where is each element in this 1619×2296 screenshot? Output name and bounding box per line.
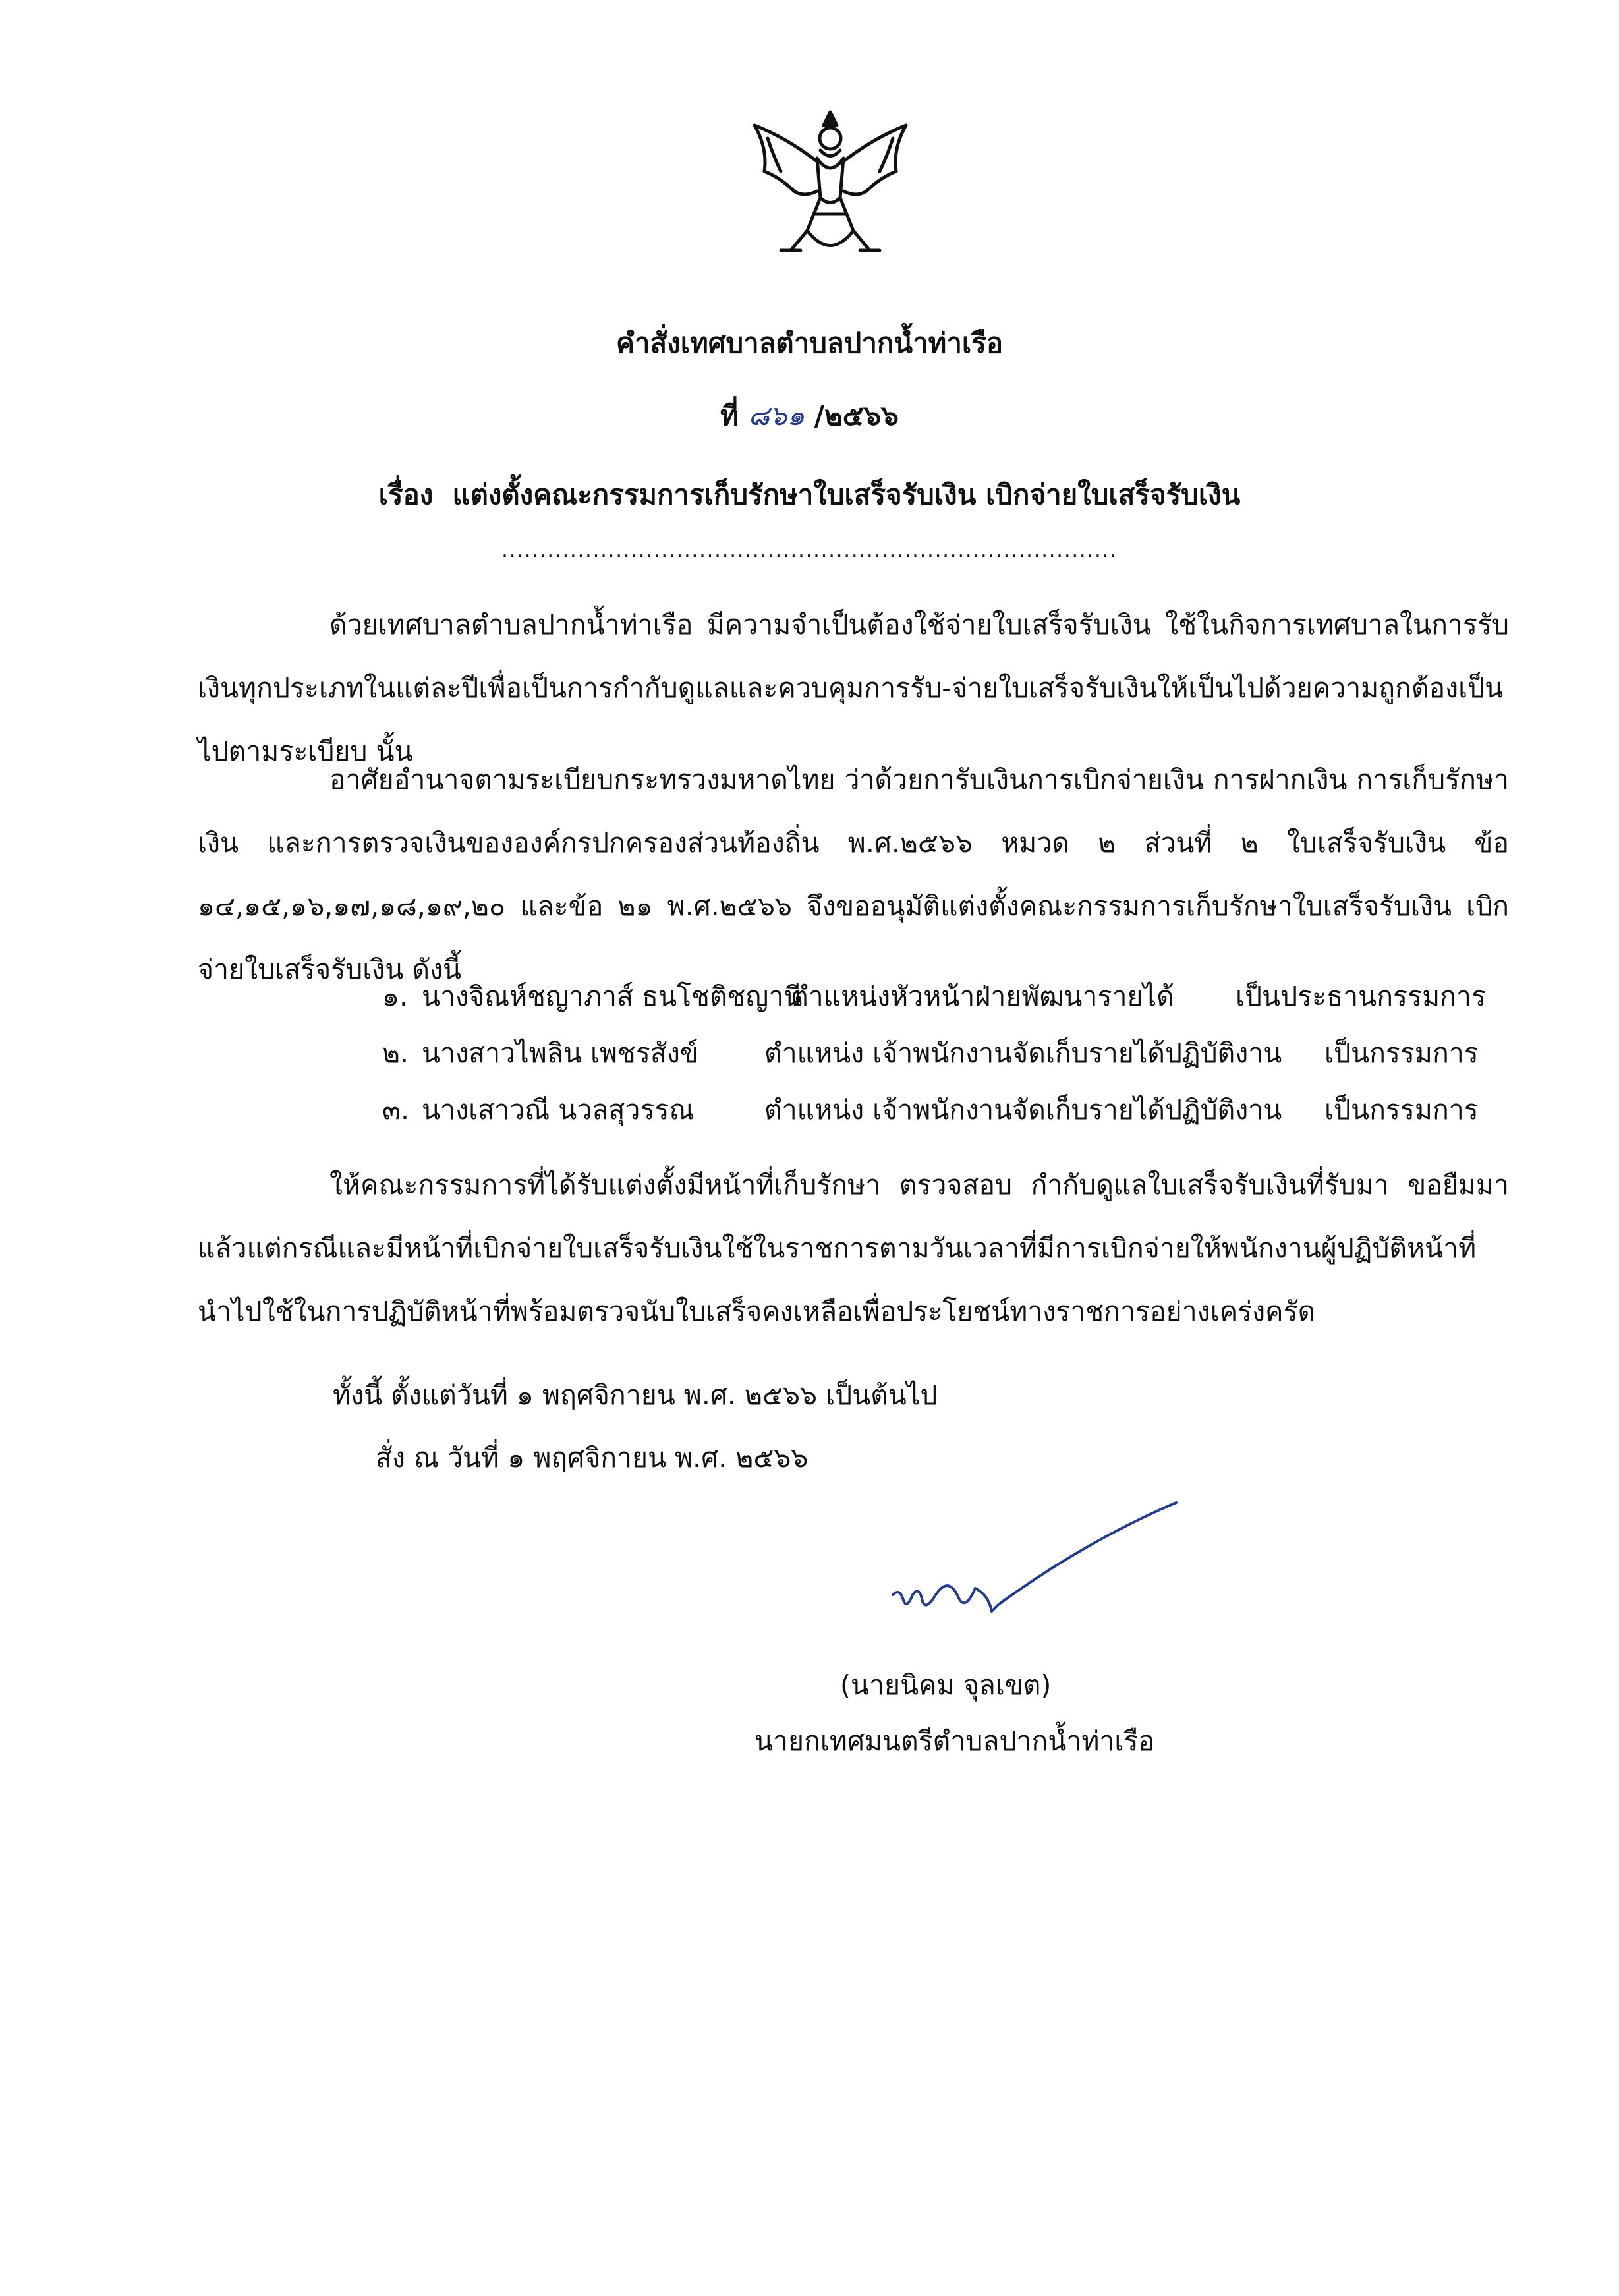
signer-name: (นายนิคม จุลเขต) <box>840 1669 1052 1701</box>
paragraph-duties: ให้คณะกรรมการที่ได้รับแต่งตั้งมีหน้าที่เก็บรักษา ตรวจสอบ กำกับดูแลใบเสร็จรับเงินที่รับมา ขอยืมมาแล้วแต่กรณีและมีหน้าที่เบิกจ่ายใบเสร็จรับเงินใช้ในราชการตามวันเวลาที่มีการเบิกจ่ายให้พนักงานผู้ปฏิบัติหน้าที่นำไปใช้ในการปฏิบัติหน้าที่พร้อมตรวจนับใบเสร็จคงเหลือเพื่อประโยชน์ทางราชการอย่างเคร่งครัด <box>198 1169 1509 1327</box>
subject-text: แต่งตั้งคณะกรรมการเก็บรักษาใบเสร็จรับเงิน เบิกจ่ายใบเสร็จรับเงิน <box>452 478 1241 511</box>
member-role: เป็นกรรมการ <box>1324 1094 1479 1126</box>
paragraph-purpose: ด้วยเทศบาลตำบลปากน้ำท่าเรือ มีความจำเป็นต้องใช้จ่ายใบเสร็จรับเงิน ใช้ในกิจการเทศบาลในการรับเงินทุกประเภทในแต่ละปีเพื่อเป็นการกำกับดูแลและควบคุมการรับ-จ่ายใบเสร็จรับเงินให้เป็นไปด้วยความถูกต้องเป็นไปตามระเบียบ นั้น <box>198 609 1509 767</box>
order-number <box>0 394 1619 438</box>
member-number: ๒. <box>382 1037 409 1069</box>
member-row <box>0 1089 1619 1147</box>
member-position: ตำแหน่งหัวหน้าฝ่ายพัฒนารายได้ <box>791 981 1174 1012</box>
order-number-year: /๒๕๖๖ <box>814 399 899 432</box>
member-list <box>0 975 1619 1147</box>
paragraph-authority: อาศัยอำนาจตามระเบียบกระทรวงมหาดไทย ว่าด้วยการับเงินการเบิกจ่ายเงิน การฝากเงิน การเก็บรักษาเงิน และการตรวจเงินขององค์กรปกครองส่วนท้องถิ่น พ.ศ.๒๕๖๖ หมวด ๒ ส่วนที่ ๒ ใบเสร็จรับเงิน ข้อ ๑๔,๑๕,๑๖,๑๗,๑๘,๑๙,๒๐ และข้อ ๒๑ พ.ศ.๒๕๖๖ จึงขออนุมัติแต่งตั้งคณะกรรมการเก็บรักษาใบเสร็จรับเงิน เบิกจ่ายใบเสร็จรับเงิน ดังนี้ <box>198 764 1509 985</box>
order-date: สั่ง ณ วันที่ ๑ พฤศจิกายน พ.ศ. ๒๕๖๖ <box>376 1442 809 1474</box>
member-position: ตำแหน่ง เจ้าพนักงานจัดเก็บรายได้ปฏิบัติงาน <box>764 1037 1282 1069</box>
garuda-emblem-icon <box>728 99 932 270</box>
member-number: ๑. <box>382 981 409 1012</box>
separator-dots: ................................................................................. <box>501 539 1118 562</box>
member-position: ตำแหน่ง เจ้าพนักงานจัดเก็บรายได้ปฏิบัติงาน <box>764 1094 1282 1126</box>
member-row <box>0 975 1619 1033</box>
effective-date: ทั้งนี้ ตั้งแต่วันที่ ๑ พฤศจิกายน พ.ศ. ๒๕๖๖ เป็นต้นไป <box>333 1379 938 1411</box>
member-role: เป็นกรรมการ <box>1324 1037 1479 1069</box>
signer-title: นายกเทศมนตรีตำบลปากน้ำท่าเรือ <box>754 1725 1155 1757</box>
order-number-handwritten: ๘๖๑ <box>748 399 805 432</box>
order-title: คำสั่งเทศบาลตำบลปากน้ำท่าเรือ <box>615 327 1004 359</box>
member-name: นางจิณห์ชญาภาส์ ธนโชติชญานี <box>422 981 803 1012</box>
member-name: นางสาวไพลิน เพชรสังข์ <box>422 1037 698 1069</box>
handwritten-signature-icon <box>886 1496 1189 1641</box>
subject-label: เรื่อง <box>378 478 434 511</box>
member-number: ๓. <box>382 1094 410 1126</box>
order-subject <box>0 473 1619 517</box>
member-row <box>0 1032 1619 1090</box>
member-role: เป็นประธานกรรมการ <box>1236 981 1486 1012</box>
order-number-prefix: ที่ <box>720 399 739 432</box>
member-name: นางเสาวณี นวลสุวรรณ <box>422 1094 695 1126</box>
